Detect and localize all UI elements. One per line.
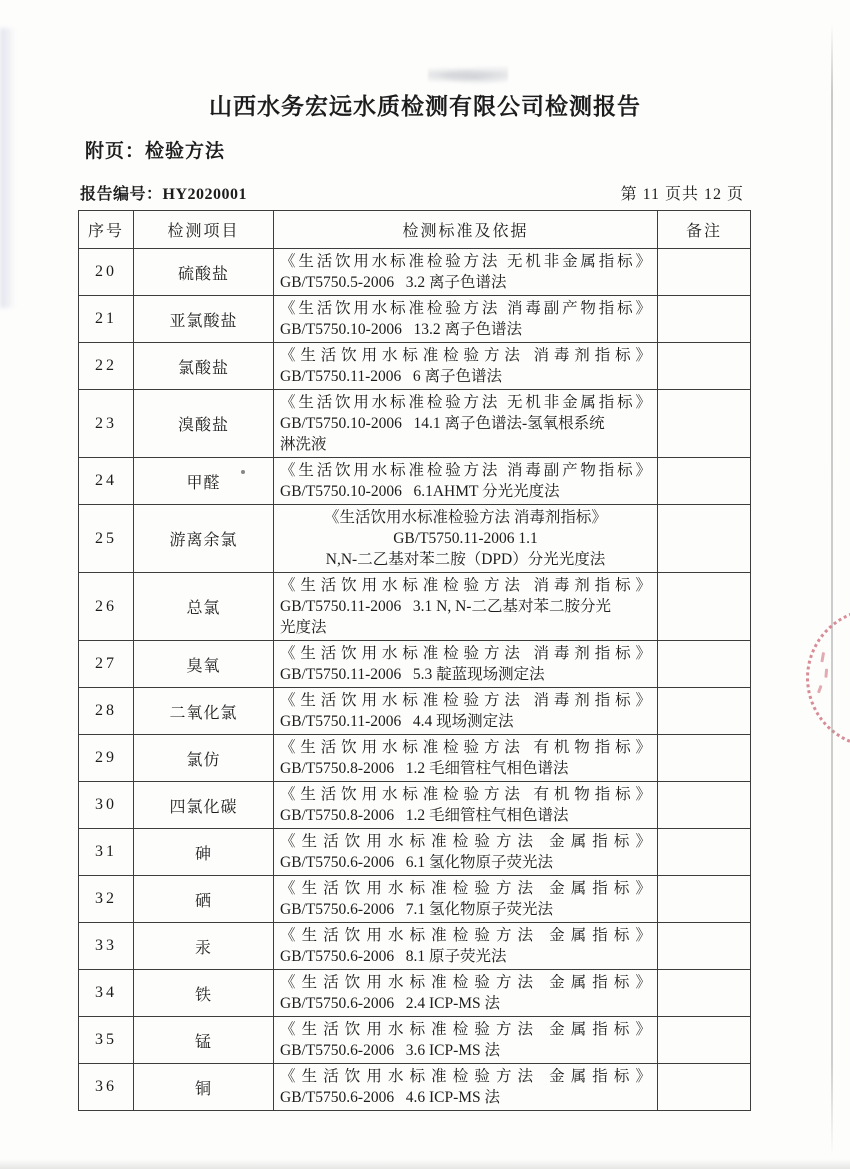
row-item (134, 1017, 274, 1064)
row-remark (658, 573, 751, 641)
row-item (134, 782, 274, 829)
standard-line: GB/T5750.10-2006 6.1AHMT 分光光度法 (280, 483, 560, 500)
standard-line: 《生活饮用水标准检验方法 消毒剂指标》 (280, 645, 651, 662)
standard-line: 《生活饮用水标准检验方法 消毒副产物指标》 (280, 462, 651, 479)
standard-line: 《生活饮用水标准检验方法 有机物指标》 (280, 786, 651, 803)
row-remark (658, 458, 751, 505)
row-item-label: 铁 (194, 986, 212, 1004)
table-row (79, 390, 751, 458)
row-item (134, 688, 274, 735)
row-number: 34 (79, 970, 134, 1017)
scan-edge-tint (0, 28, 16, 308)
row-item-label: 二氧化氯 (169, 704, 238, 722)
row-standard (274, 970, 658, 1017)
row-standard (274, 688, 658, 735)
row-number: 21 (79, 296, 134, 343)
row-remark (658, 249, 751, 296)
row-item-label: 甲醛 (186, 474, 221, 492)
row-remark (658, 641, 751, 688)
row-item (134, 970, 274, 1017)
standard-line: 《生活饮用水标准检验方法 消毒剂指标》 (280, 692, 651, 709)
table-row (79, 1017, 751, 1064)
row-standard (274, 505, 658, 573)
row-item-label: 砷 (194, 845, 212, 863)
row-item-label: 氯仿 (186, 751, 221, 769)
row-item-label: 总氯 (186, 600, 221, 617)
col-header-no: 序号 (79, 211, 134, 249)
standard-line: GB/T5750.5-2006 3.2 离子色谱法 (280, 274, 507, 291)
row-item-label: 铜 (194, 1080, 212, 1098)
methods-table-body (79, 249, 751, 1111)
table-row (79, 296, 751, 343)
scan-bottom-shadow (0, 1159, 850, 1169)
row-item-label: 溴酸盐 (177, 417, 229, 434)
meta-row (80, 181, 744, 204)
row-number: 20 (79, 249, 134, 296)
row-remark (658, 296, 751, 343)
row-number: 32 (79, 876, 134, 923)
row-item (134, 573, 274, 641)
row-remark (658, 876, 751, 923)
standard-line: 淋洗液 (280, 436, 327, 453)
row-standard (274, 390, 658, 458)
row-item (134, 458, 274, 505)
row-standard (274, 296, 658, 343)
row-item-label: 锰 (194, 1033, 212, 1051)
standard-line: GB/T5750.11-2006 3.1 N, N-二乙基对苯二胺分光 (280, 598, 611, 615)
row-item (134, 829, 274, 876)
row-number: 24 (79, 458, 134, 505)
row-remark (658, 343, 751, 390)
standard-line: 《生活饮用水标准检验方法 金属指标》 (280, 833, 651, 850)
row-number: 33 (79, 923, 134, 970)
row-item (134, 343, 274, 390)
table-row (79, 458, 751, 505)
table-row (79, 505, 751, 573)
table-row (79, 573, 751, 641)
col-header-remark: 备注 (658, 211, 751, 249)
row-remark (658, 505, 751, 573)
row-item (134, 390, 274, 458)
table-row (79, 641, 751, 688)
row-item (134, 249, 274, 296)
standard-line: 《生活饮用水标准检验方法 消毒副产物指标》 (280, 300, 651, 317)
row-standard (274, 923, 658, 970)
row-standard (274, 829, 658, 876)
row-item (134, 505, 274, 573)
row-standard (274, 641, 658, 688)
row-standard (274, 343, 658, 390)
table-header-row (79, 211, 751, 249)
table-row (79, 735, 751, 782)
row-item-label: 亚氯酸盐 (169, 312, 238, 330)
row-remark (658, 688, 751, 735)
standard-line: GB/T5750.8-2006 1.2 毛细管柱气相色谱法 (280, 807, 569, 824)
table-row (79, 1064, 751, 1111)
standard-line: GB/T5750.11-2006 6 离子色谱法 (280, 368, 503, 385)
row-remark (658, 735, 751, 782)
row-number: 29 (79, 735, 134, 782)
table-row (79, 829, 751, 876)
red-stamp (796, 604, 850, 752)
row-item-label: 游离余氯 (169, 532, 238, 549)
table-row (79, 923, 751, 970)
standard-line: 《生活饮用水标准检验方法 金属指标》 (280, 974, 651, 991)
red-stamp-arc (797, 604, 850, 752)
standard-line: 《生活饮用水标准检验方法 金属指标》 (280, 880, 651, 897)
table-row (79, 782, 751, 829)
page-indicator: 第 11 页共 12 页 (620, 186, 744, 203)
table-row (79, 876, 751, 923)
standard-line: GB/T5750.10-2006 13.2 离子色谱法 (280, 321, 522, 338)
scan-smudge (428, 66, 508, 86)
standard-line: 《生活饮用水标准检验方法 无机非金属指标》 (280, 394, 651, 411)
table-row (79, 249, 751, 296)
row-item (134, 641, 274, 688)
standard-line: GB/T5750.10-2006 14.1 离子色谱法-氢氧根系统 (280, 415, 605, 432)
col-header-standard: 检测标准及依据 (274, 211, 658, 249)
page-title: 山西水务宏远水质检测有限公司检测报告 (209, 94, 641, 119)
row-remark (658, 970, 751, 1017)
report-number: 报告编号：HY2020001 (80, 186, 248, 203)
row-standard (274, 735, 658, 782)
row-number: 27 (79, 641, 134, 688)
row-item-label: 汞 (194, 939, 212, 957)
row-number: 28 (79, 688, 134, 735)
table-row (79, 343, 751, 390)
standard-line: 《生活饮用水标准检验方法 金属指标》 (280, 1068, 651, 1085)
row-item (134, 296, 274, 343)
page-edge-line (831, 24, 833, 1156)
standard-line: 《生活饮用水标准检验方法 金属指标》 (280, 927, 651, 944)
standard-line: 《生活饮用水标准检验方法 消毒剂指标》 (280, 347, 651, 364)
standard-line: 《生活饮用水标准检验方法 有机物指标》 (280, 739, 651, 756)
row-standard (274, 249, 658, 296)
col-header-item: 检测项目 (134, 211, 274, 249)
row-standard (274, 782, 658, 829)
row-remark (658, 782, 751, 829)
standard-line: GB/T5750.6-2006 4.6 ICP-MS 法 (280, 1089, 501, 1106)
row-number: 22 (79, 343, 134, 390)
standard-line: N,N-二乙基对苯二胺（DPD）分光光度法 (325, 551, 606, 568)
standard-line: GB/T5750.6-2006 2.4 ICP-MS 法 (280, 995, 501, 1012)
standard-line: 《生活饮用水标准检验方法 消毒剂指标》 (280, 577, 651, 594)
row-number: 23 (79, 390, 134, 458)
row-item-label: 氯酸盐 (177, 359, 229, 377)
standard-line: GB/T5750.11-2006 1.1 (393, 530, 538, 547)
row-standard (274, 573, 658, 641)
row-item (134, 735, 274, 782)
row-standard (274, 458, 658, 505)
row-number: 30 (79, 782, 134, 829)
standard-line: GB/T5750.6-2006 3.6 ICP-MS 法 (280, 1042, 501, 1059)
row-number: 36 (79, 1064, 134, 1111)
standard-line: GB/T5750.6-2006 8.1 原子荧光法 (280, 948, 507, 965)
standard-line: 光度法 (280, 619, 327, 636)
standard-line: 《生活饮用水标准检验方法 金属指标》 (280, 1021, 651, 1038)
row-standard (274, 876, 658, 923)
row-remark (658, 1017, 751, 1064)
standard-line: GB/T5750.11-2006 5.3 靛蓝现场测定法 (280, 666, 545, 683)
row-remark (658, 829, 751, 876)
standard-line: 《生活饮用水标准检验方法 消毒剂指标》 (324, 509, 607, 526)
row-standard (274, 1064, 658, 1111)
row-number: 31 (79, 829, 134, 876)
row-remark (658, 1064, 751, 1111)
row-item-label: 硫酸盐 (177, 265, 229, 283)
row-item (134, 876, 274, 923)
table-row (79, 970, 751, 1017)
methods-table (78, 210, 751, 1111)
standard-line: GB/T5750.6-2006 7.1 氢化物原子荧光法 (280, 901, 553, 918)
standard-line: GB/T5750.6-2006 6.1 氢化物原子荧光法 (280, 854, 553, 871)
table-row (79, 688, 751, 735)
row-item-label: 四氯化碳 (169, 798, 238, 816)
row-item (134, 923, 274, 970)
standard-line: GB/T5750.8-2006 1.2 毛细管柱气相色谱法 (280, 760, 569, 777)
row-item-label: 臭氧 (186, 657, 221, 675)
row-remark (658, 923, 751, 970)
ink-dot-artifact (241, 470, 245, 474)
standard-line: 《生活饮用水标准检验方法 无机非金属指标》 (280, 253, 651, 270)
row-number: 35 (79, 1017, 134, 1064)
row-number: 26 (79, 573, 134, 641)
standard-line: GB/T5750.11-2006 4.4 现场测定法 (280, 713, 514, 730)
row-item (134, 1064, 274, 1111)
row-number: 25 (79, 505, 134, 573)
row-remark (658, 390, 751, 458)
page-subtitle: 附页：检验方法 (85, 141, 226, 162)
row-item-label: 硒 (194, 892, 212, 910)
row-standard (274, 1017, 658, 1064)
